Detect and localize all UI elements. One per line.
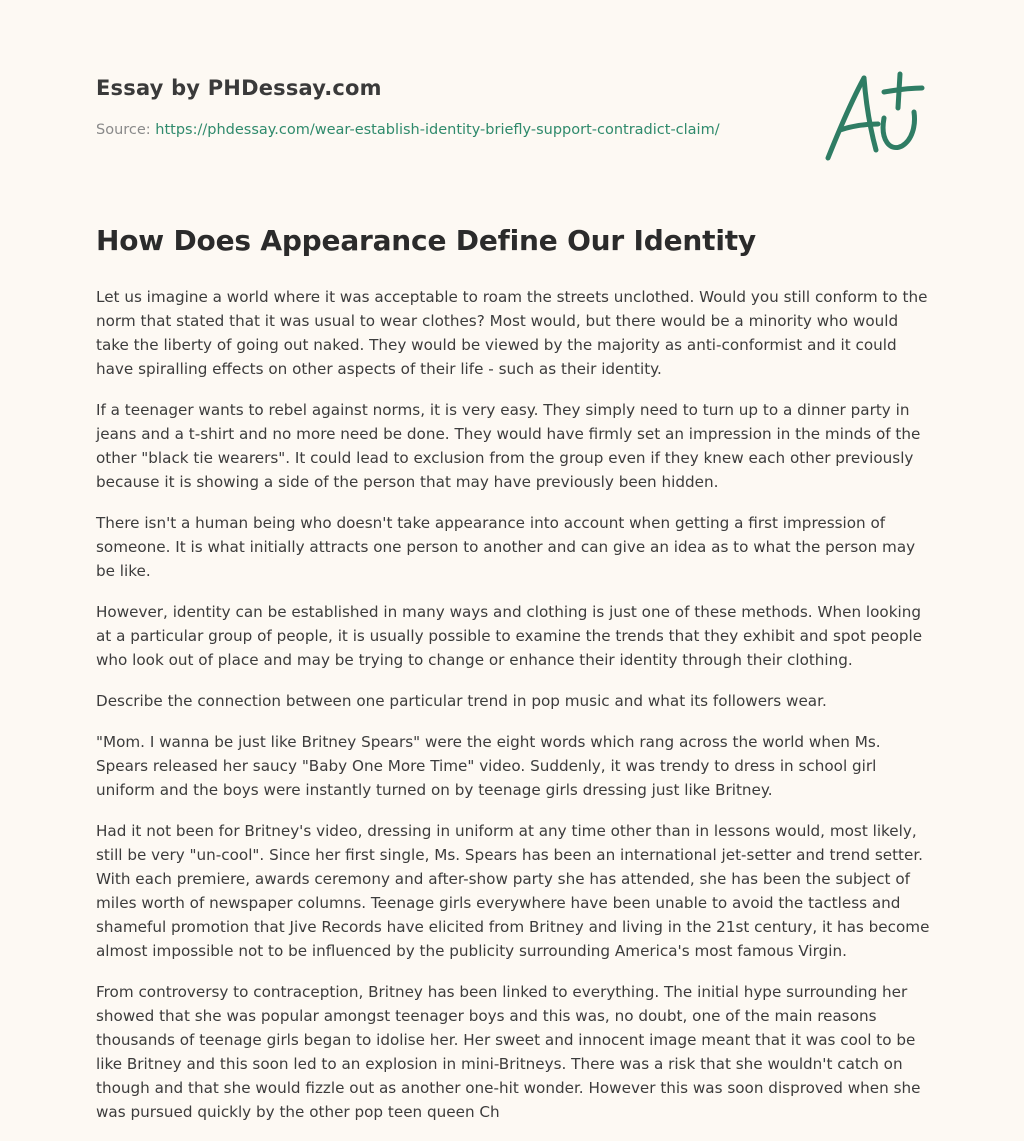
essay-paragraph: If a teenager wants to rebel against norms, it is very easy. They simply need to turn up to a dinner party in jeans and a t-shirt and no more need be done. They would have firmly set an impression in the minds of the other "black tie wearers". It could lead to exclusion from the group even if they knew each other previously because it is showing a side of the person that may have previously been hidden. [96,401,921,491]
essay-paragraph: Describe the connection between one particular trend in pop music and what its followers wear. [96,692,827,710]
source-line [96,122,796,138]
essay-title: How Does Appearance Define Our Identity [96,224,756,257]
essay-paragraph: Let us imagine a world where it was acceptable to roam the streets unclothed. Would you still conform to the norm that stated that it was usual to wear clothes? Most would, but there would be a minority who would take the liberty of going out naked. They would be viewed by the majority as anti-conformist and it could have spiralling effects on other aspects of their life - such as their identity. [96,288,928,378]
essay-paragraph: "Mom. I wanna be just like Britney Spears" were the eight words which rang across the world when Ms. Spears released her saucy "Baby One More Time" video. Suddenly, it was trendy to dress in school girl uniform and the boys were instantly turned on by teenage girls dressing just like Britney. [96,733,881,799]
essay-paragraph: From controversy to contraception, Britney has been linked to everything. The initial hype surrounding her showed that she was popular amongst teenager boys and this was, no doubt, one of the main reasons thousands of teenage girls began to idolise her. Her sweet and innocent image meant that it was cool to be like Britney and this soon led to an explosion in mini-Britneys. There was a risk that she wouldn't catch on though and that she would fizzle out as another one-hit wonder. However this was soon disproved when she was pursued quickly by the other pop teen queen Ch [96,983,921,1121]
a-plus-logo-icon [818,66,930,166]
site-brand: Essay by PHDessay.com [96,76,382,100]
essay-body [96,285,932,1141]
essay-paragraph: Had it not been for Britney's video, dressing in uniform at any time other than in lessons would, most likely, still be very "un-cool". Since her first single, Ms. Spears has been an international jet-setter and trend setter. With each premiere, awards ceremony and after-show party she has attended, she has been the subject of miles worth of newspaper columns. Teenage girls everywhere have been unable to avoid the tactless and shameful promotion that Jive Records have elicited from Britney and living in the 21st century, it has become almost impossible not to be influenced by the publicity surrounding America's most famous Virgin. [96,822,930,960]
source-label: Source: [96,122,156,138]
essay-paragraph: There isn't a human being who doesn't take appearance into account when getting a first impression of someone. It is what initially attracts one person to another and can give an idea as to what the person may be like. [96,514,916,580]
essay-paragraph: However, identity can be established in many ways and clothing is just one of these methods. When looking at a particular group of people, it is usually possible to examine the trends that they exhibit and spot people who look out of place and may be trying to change or enhance their identity through their clothing. [96,603,923,669]
essay-header [96,76,796,138]
source-link[interactable]: https://phdessay.com/wear-establish-identity-briefly-support-contradict-claim/ [155,122,720,138]
